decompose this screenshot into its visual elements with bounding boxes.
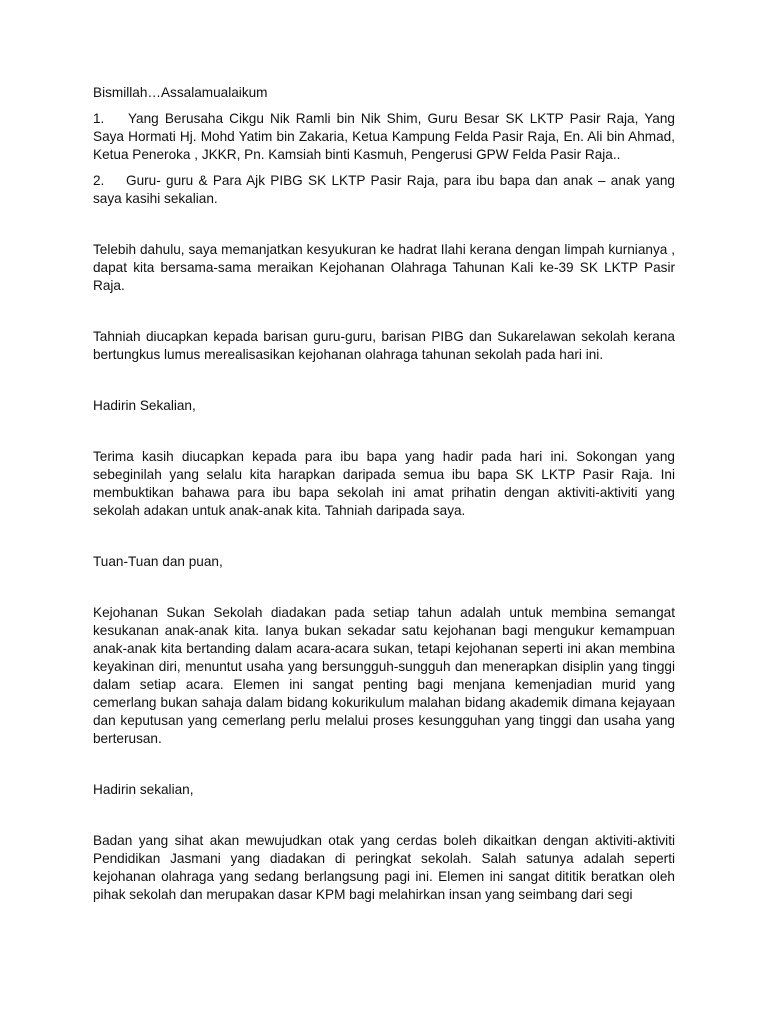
paragraph-opening: Telebih dahulu, saya memanjatkan kesyukuran ke hadrat Ilahi kerana dengan limpah kurnianya , dapat kita bersama-sama meraikan Kejohanan Olahraga Tahunan Kali ke-39 SK LKTP Pasir Raja. <box>93 242 675 293</box>
item-number: 2. <box>93 173 105 188</box>
item-text: Guru- guru & Para Ajk PIBG SK LKTP Pasir Raja, para ibu bapa dan anak – anak yang saya kasihi sekalian. <box>93 173 675 206</box>
paragraph-congratulations: Tahniah diucapkan kepada barisan guru-guru, barisan PIBG dan Sukarelawan sekolah kerana bertungkus lumus merealisasikan kejohanan olahraga tahunan sekolah pada hari ini. <box>93 329 675 362</box>
paragraph-kejohanan: Kejohanan Sukan Sekolah diadakan pada setiap tahun adalah untuk membina semangat kesukanan anak-anak kita. Ianya bukan sekadar satu kejohanan bagi mengukur kemampuan anak-anak kita bertanding dalam acara-acara sukan, tetapi kejohanan seperti ini akan membina keyakinan diri, menuntut usaha yang bersungguh-sungguh dan menerapkan disiplin yang tinggi dalam setiap acara. Elemen ini sangat penting bagi menjana kemenjadian murid yang cemerlang bukan sahaja dalam bidang kokurikulum malahan bidang akademik dimana kejayaan dan keputusan yang cemerlang perlu melalui proses kesungguhan yang tinggi dan usaha yang berterusan. <box>93 605 675 746</box>
paragraph-thanks-parents: Terima kasih diucapkan kepada para ibu bapa yang hadir pada hari ini. Sokongan yang sebeginilah yang selalu kita harapkan daripada semua ibu bapa SK LKTP Pasir Raja. Ini membuktikan bahawa para ibu bapa sekolah ini amat prihatin dengan aktiviti-aktiviti yang sekolah adakan untuk anak-anak kita. Tahniah daripada saya. <box>93 449 675 518</box>
item-text: Yang Berusaha Cikgu Nik Ramli bin Nik Shim, Guru Besar SK LKTP Pasir Raja, Yang Saya Hormati Hj. Mohd Yatim bin Zakaria, Ketua Kampung Felda Pasir Raja, En. Ali bin Ahmad, Ketua Peneroka , JKKR, Pn. Kamsiah binti Kasmuh, Pengerusi GPW Felda Pasir Raja.. <box>93 111 675 162</box>
salutation-hadirin-1: Hadirin Sekalian, <box>93 398 196 413</box>
greeting-line: Bismillah…Assalamualaikum <box>93 85 268 100</box>
item-number: 1. <box>93 111 105 126</box>
numbered-item-2 <box>93 172 675 208</box>
document-page <box>93 84 675 904</box>
numbered-item-1 <box>93 110 675 164</box>
salutation-hadirin-2: Hadirin sekalian, <box>93 782 194 797</box>
paragraph-badan-sihat: Badan yang sihat akan mewujudkan otak yang cerdas boleh dikaitkan dengan aktiviti-aktiviti Pendidikan Jasmani yang diadakan di peringkat sekolah. Salah satunya adalah seperti kejohanan olahraga yang sedang berlangsung pagi ini. Elemen ini sangat dititik beratkan oleh pihak sekolah dan merupakan dasar KPM bagi melahirkan insan yang seimbang dari segi <box>93 833 675 902</box>
salutation-tuan-puan: Tuan-Tuan dan puan, <box>93 554 223 569</box>
